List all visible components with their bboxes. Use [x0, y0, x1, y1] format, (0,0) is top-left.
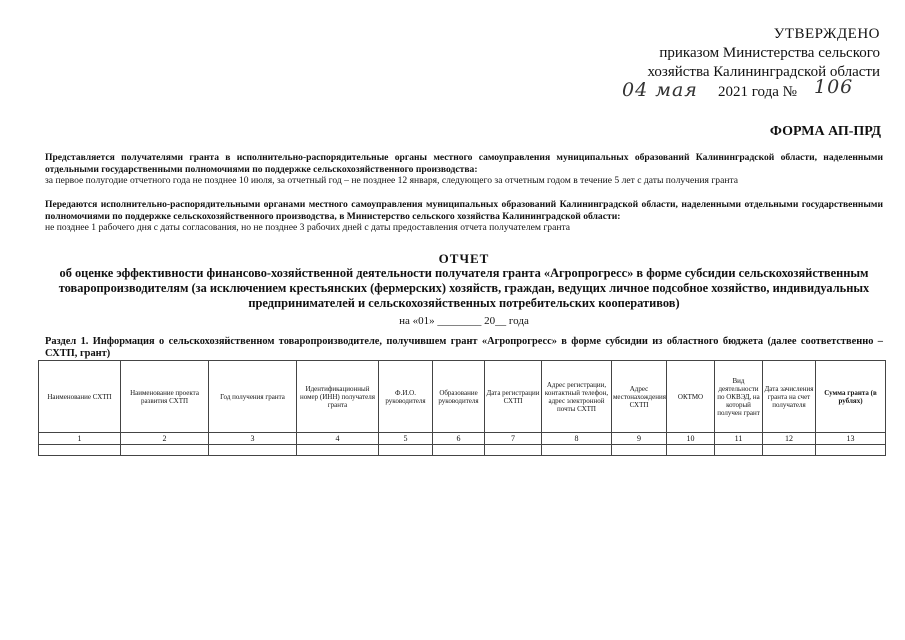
table-cell — [209, 445, 297, 456]
transfer-terms-bold: Передаются исполнительно-распорядительными органами местного самоуправления муниципальных образований Калининградской области, наделенными отдельными государственными полномочиями по поддержке сельскохозяйственного производства, в Министерство сельского хозяйства Калининградской области: — [45, 199, 883, 222]
table-cell — [763, 445, 816, 456]
table-header-cell: ОКТМО — [667, 361, 715, 433]
column-number-cell: 1 — [39, 433, 121, 445]
column-number-cell: 2 — [121, 433, 209, 445]
form-label: ФОРМА АП-ПРД — [769, 124, 881, 139]
table-cell — [485, 445, 542, 456]
column-number-cell: 4 — [297, 433, 379, 445]
handwritten-date: 04 мая — [622, 79, 698, 101]
report-title: ОТЧЕТ — [438, 251, 490, 266]
table-cell — [379, 445, 433, 456]
column-number-cell: 8 — [542, 433, 612, 445]
table-header-cell: Наименование проекта развития СХТП — [121, 361, 209, 433]
approval-ministry-line: хозяйства Калининградской области — [647, 64, 880, 80]
table-cell — [297, 445, 379, 456]
table-cell — [715, 445, 763, 456]
table-header-cell: Наименование СХТП — [39, 361, 121, 433]
table-cell — [667, 445, 715, 456]
column-number-cell: 6 — [433, 433, 485, 445]
column-number-cell: 11 — [715, 433, 763, 445]
column-number-cell: 12 — [763, 433, 816, 445]
table-cell — [816, 445, 886, 456]
table-header-cell: Вид деятельности по ОКВЭД, на который получен грант — [715, 361, 763, 433]
table-cell — [39, 445, 121, 456]
column-number-cell: 5 — [379, 433, 433, 445]
report-date-line: на «01» ________ 20__ года — [399, 315, 529, 327]
column-number-cell: 3 — [209, 433, 297, 445]
submission-terms-deadline: за первое полугодие отчетного года не позднее 10 июля, за отчетный год – не позднее 12 января, следующего за отчетным годом в течение 5 лет с даты получения гранта — [45, 175, 739, 186]
table-header-cell: Год получения гранта — [209, 361, 297, 433]
table-header-cell: Ф.И.О. руководителя — [379, 361, 433, 433]
approval-order-line: приказом Министерства сельского — [659, 45, 880, 61]
section-1-heading: Раздел 1. Информация о сельскохозяйственном товаропроизводителе, получившем грант «Агропрогресс» в форме субсидии из областного бюджета (далее соответственно – СХТП, грант) — [45, 336, 883, 359]
transfer-terms — [45, 199, 883, 234]
table-header-cell: Адрес регистрации, контактный телефон, адрес электронной почты СХТП — [542, 361, 612, 433]
table-cell — [121, 445, 209, 456]
report-subtitle: об оценке эффективности финансово-хозяйственной деятельности получателя гранта «Агропрогресс» в форме субсидии сельскохозяйственным товаропроизводителям (за исключением крестьянских (фермерских) хозяйств, граждан, ведущих личное подсобное хозяйство, индивидуальных предпринимателей и сельскохозяйственных потребительских кооперативов) — [58, 266, 870, 310]
column-number-cell: 10 — [667, 433, 715, 445]
table-header-row — [39, 361, 886, 433]
transfer-terms-deadline: не позднее 1 рабочего дня с даты согласования, но не позднее 3 рабочих дней с даты предоставления отчета получателем гранта — [45, 222, 571, 233]
submission-terms-bold: Представляется получателями гранта в исполнительно-распорядительные органы местного самоуправления муниципальных образований Калининградской области, наделенными отдельными государственными полномочиями по поддержке сельскохозяйственного производства: — [45, 152, 883, 175]
column-number-cell: 9 — [612, 433, 667, 445]
column-number-cell: 7 — [485, 433, 542, 445]
table-header-cell: Сумма гранта (в рублях) — [816, 361, 886, 433]
approval-date-line — [618, 76, 888, 105]
table-column-numbers-row — [39, 433, 886, 445]
table-cell — [433, 445, 485, 456]
table-header-cell: Идентификационный номер (ИНН) получателя гранта — [297, 361, 379, 433]
table-cell — [542, 445, 612, 456]
table-empty-row — [39, 445, 886, 456]
column-number-cell: 13 — [816, 433, 886, 445]
table-cell — [612, 445, 667, 456]
table-header-cell: Образование руководителя — [433, 361, 485, 433]
handwritten-number: 106 — [814, 76, 854, 98]
table-header-cell: Дата зачисления гранта на счет получателя — [763, 361, 816, 433]
table-header-cell: Адрес местонахождения СХТП — [612, 361, 667, 433]
approval-title: УТВЕРЖДЕНО — [773, 26, 880, 42]
approval-year-number: 2021 года № — [718, 84, 797, 100]
table-header-cell: Дата регистрации СХТП — [485, 361, 542, 433]
approval-block — [600, 25, 880, 82]
submission-terms — [45, 152, 883, 187]
grant-info-table — [38, 360, 886, 456]
